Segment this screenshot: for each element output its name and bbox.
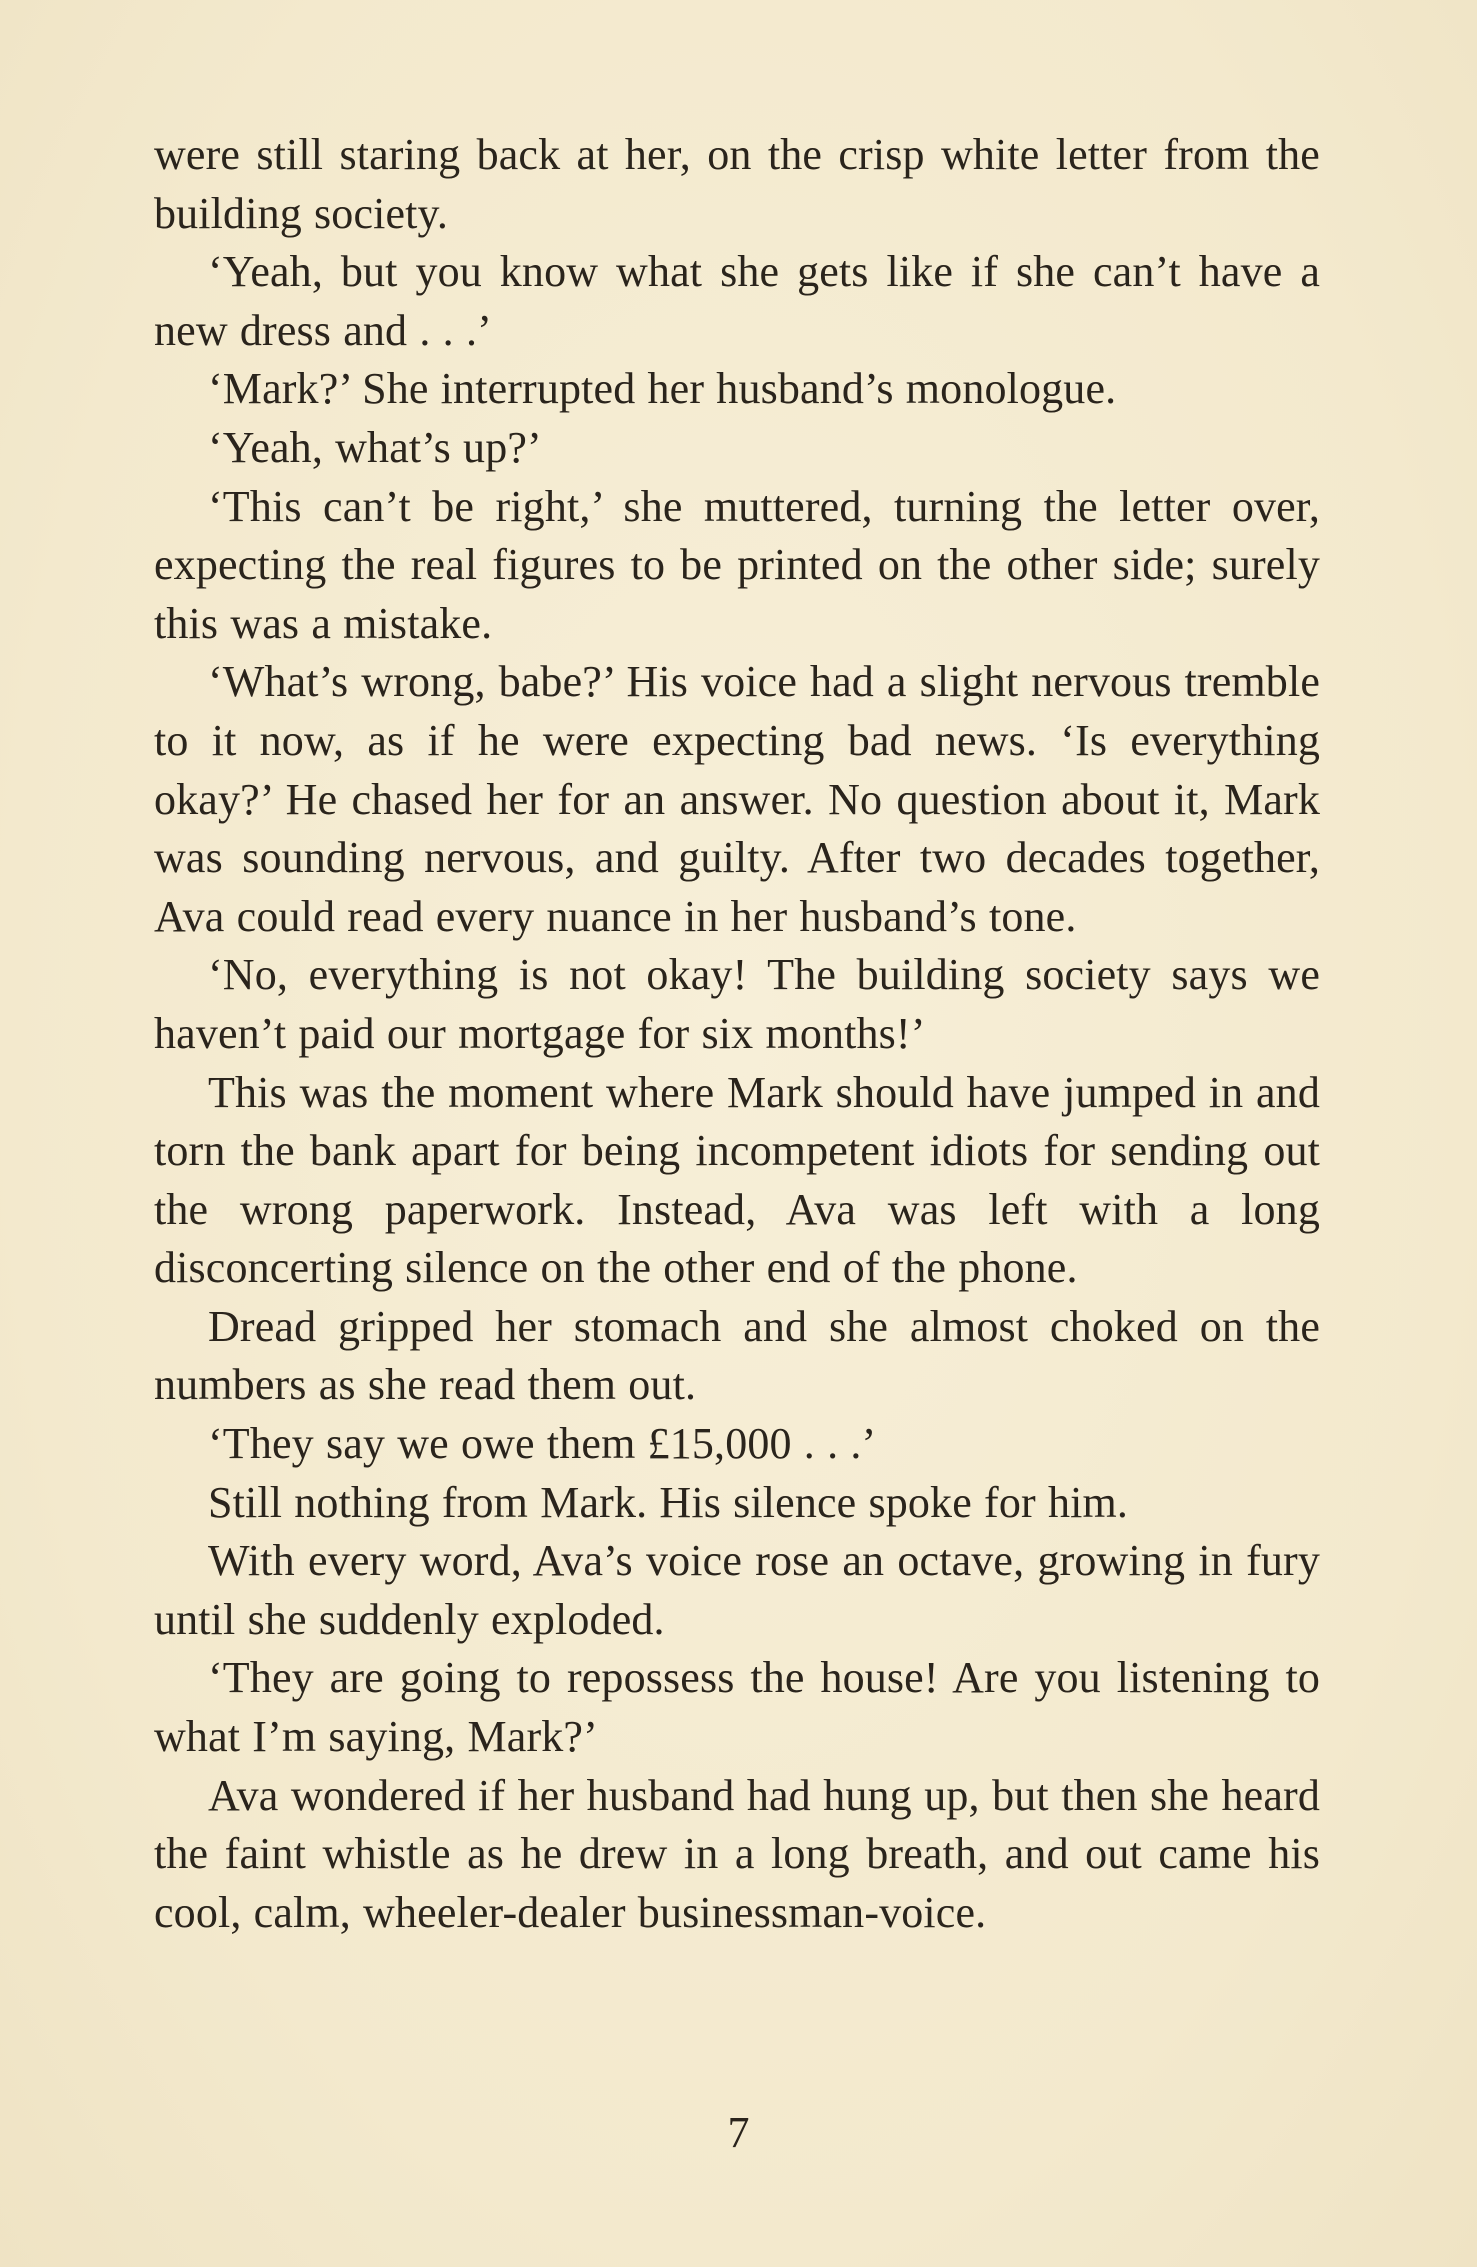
- paragraph: ‘They say we owe them £15,000 . . .’: [208, 1419, 877, 1469]
- paragraph: ‘Yeah, what’s up?’: [208, 422, 542, 472]
- paragraph: ‘Yeah, but you know what she gets like if she can’t have a new dress and . . .’: [154, 247, 1320, 355]
- paragraph: ‘This can’t be right,’ she muttered, turning the letter over, expecting the real figures to be printed on the other side; surely this was a mistake.: [154, 481, 1320, 648]
- paragraph: ‘What’s wrong, babe?’ His voice had a slight nervous tremble to it now, as if he were expecting bad news. ‘Is everything okay?’ He chased her for an answer. No question about it, Mark was sounding nervous, and guilty. After two decades together, Ava could read every nuance in her husband’s tone.: [154, 657, 1320, 941]
- paragraph: Dread gripped her stomach and she almost choked on the numbers as she read them out.: [154, 1301, 1320, 1410]
- paragraph: Ava wondered if her husband had hung up, but then she heard the faint whistle as he drew in a long breath, and out came his cool, calm, wheeler-dealer businessman-voice.: [154, 1770, 1320, 1937]
- paragraph: ‘They are going to repossess the house! Are you listening to what I’m saying, Mark?’: [154, 1653, 1320, 1762]
- paragraph: were still staring back at her, on the crisp white letter from the building society.: [154, 130, 1320, 238]
- body-text: [154, 126, 1320, 1942]
- paragraph: ‘Mark?’ She interrupted her husband’s monologue.: [208, 364, 1117, 414]
- paragraph: ‘No, everything is not okay! The building society says we haven’t paid our mortgage for six months!’: [154, 950, 1320, 1058]
- paragraph: This was the moment where Mark should have jumped in and torn the bank apart for being incompetent idiots for sending out the wrong paperwork. Instead, Ava was left with a long disconcerting silence on the other end of the phone.: [154, 1067, 1320, 1293]
- page-number: 7: [727, 2108, 750, 2157]
- paragraph: With every word, Ava’s voice rose an octave, growing in fury until she suddenly exploded.: [154, 1536, 1320, 1644]
- paragraph: Still nothing from Mark. His silence spoke for him.: [208, 1477, 1128, 1527]
